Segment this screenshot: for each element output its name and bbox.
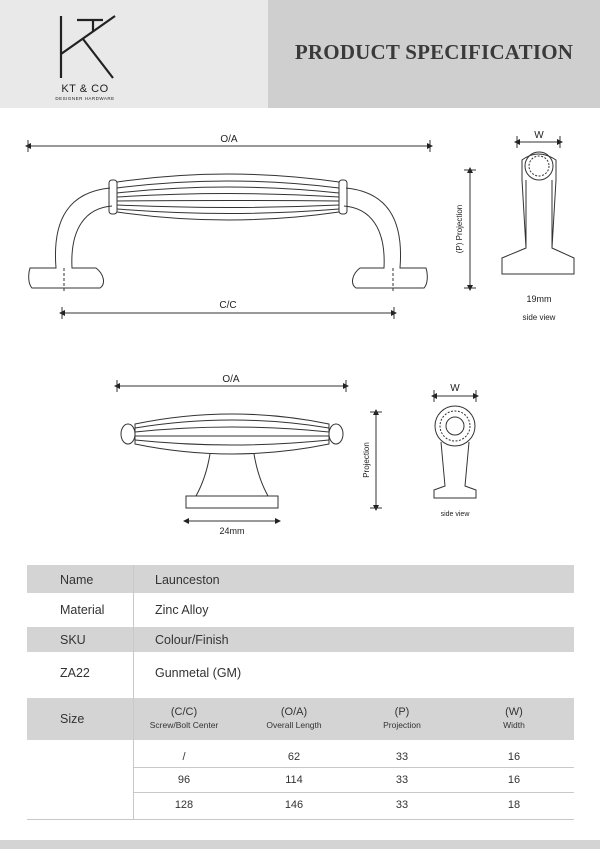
spec-label: SKU bbox=[60, 633, 86, 647]
kt-logo-icon bbox=[55, 14, 117, 80]
header bbox=[0, 0, 600, 108]
bottom-handle-drawing bbox=[117, 380, 382, 521]
size-cell: 33 bbox=[395, 774, 409, 786]
size-cell: 33 bbox=[395, 799, 409, 811]
col-head-p bbox=[347, 706, 457, 730]
column-divider bbox=[133, 565, 134, 820]
size-header-row bbox=[27, 698, 574, 740]
col-head-cc bbox=[129, 706, 239, 730]
top-oa-label: O/A bbox=[220, 134, 238, 145]
top-projection-label: (P) Projection bbox=[455, 204, 464, 254]
size-cell: 114 bbox=[285, 774, 303, 786]
spec-value: Launceston bbox=[155, 573, 220, 587]
size-cell: 96 bbox=[177, 774, 191, 786]
top-side-view bbox=[502, 136, 574, 274]
bottom-oa-label: O/A bbox=[222, 374, 240, 385]
size-cell: 33 bbox=[395, 751, 409, 763]
col-desc: Projection bbox=[383, 720, 421, 730]
size-cell: / bbox=[182, 751, 186, 763]
col-desc: Width bbox=[503, 720, 525, 730]
col-code: (P) bbox=[394, 706, 410, 718]
col-code: (C/C) bbox=[170, 706, 198, 718]
col-desc: Overall Length bbox=[266, 720, 322, 730]
col-head-oa bbox=[239, 706, 349, 730]
page-title: PRODUCT SPECIFICATION bbox=[294, 40, 574, 64]
title-panel bbox=[268, 0, 600, 108]
row-divider bbox=[27, 819, 574, 820]
top-side-dim: 19mm bbox=[526, 294, 552, 304]
footer-bar bbox=[0, 840, 600, 849]
top-width-label: W bbox=[534, 130, 544, 141]
logo-panel bbox=[0, 0, 268, 108]
row-divider bbox=[133, 792, 574, 793]
spec-row-sku bbox=[27, 627, 574, 652]
top-side-caption: side view bbox=[522, 313, 556, 322]
row-divider bbox=[133, 767, 574, 768]
size-cell: 62 bbox=[287, 751, 301, 763]
spec-row-material bbox=[27, 593, 574, 627]
logo-name: KT & CO bbox=[61, 83, 109, 95]
col-desc: Screw/Bolt Center bbox=[149, 720, 219, 730]
spec-row-name bbox=[27, 565, 574, 593]
logo-subtitle: DESIGNER HARDWARE bbox=[55, 96, 115, 101]
bottom-width-label: W bbox=[450, 383, 460, 394]
bottom-side-caption: side view bbox=[440, 511, 470, 518]
size-label: Size bbox=[60, 712, 85, 726]
col-head-w bbox=[459, 706, 569, 730]
size-cell: 146 bbox=[284, 799, 304, 811]
size-cell: 16 bbox=[507, 751, 521, 763]
bottom-side-view bbox=[434, 390, 476, 498]
size-cell: 16 bbox=[507, 774, 521, 786]
bottom-projection-label: Projection bbox=[362, 442, 371, 478]
spec-label: Material bbox=[60, 603, 105, 617]
spec-label: ZA22 bbox=[60, 666, 90, 680]
technical-drawing bbox=[0, 108, 600, 548]
spec-row-code bbox=[27, 652, 574, 698]
top-cc-label: C/C bbox=[219, 300, 237, 311]
col-code: (O/A) bbox=[280, 706, 308, 718]
col-code: (W) bbox=[505, 706, 523, 718]
spec-value: Colour/Finish bbox=[155, 633, 229, 647]
bottom-base-dim: 24mm bbox=[219, 526, 245, 536]
spec-label: Name bbox=[60, 573, 94, 587]
top-handle-drawing bbox=[28, 140, 476, 319]
spec-value: Zinc Alloy bbox=[155, 603, 209, 617]
size-cell: 18 bbox=[507, 799, 521, 811]
size-cell: 128 bbox=[174, 799, 194, 811]
spec-value: Gunmetal (GM) bbox=[155, 666, 242, 680]
size-rows bbox=[27, 740, 574, 820]
